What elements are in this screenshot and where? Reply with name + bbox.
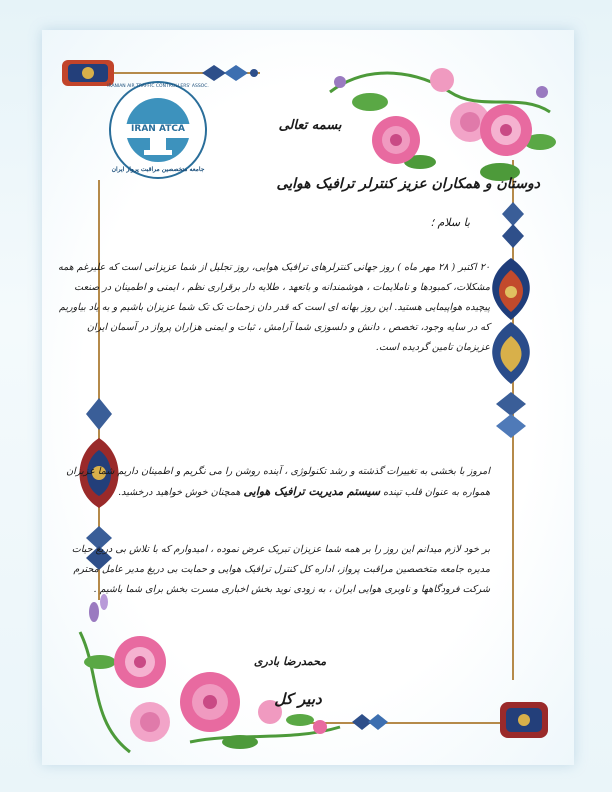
- paragraph-2: [58, 462, 490, 503]
- logo-bottom-text: جامعه متخصصین مراقبت پرواز ایران: [111, 166, 205, 173]
- border-ornament-left-small: [84, 396, 114, 432]
- rose-bouquet-bottom-left: [70, 592, 350, 762]
- paragraph-3: بر خود لازم میدانم این روز را بر همه شما عزیزان تبریک عرض نموده ، امیدوارم که با تلاش بی دریغ حیات مدیره جامعه متخصصین مراقبت پرواز، اداره کل کنترل ترافیک هوایی و حمایت بی دریغ مدیر عامل محترم شرکت فرودگاهها و ناوبری هوایی ایران ، به زودی نوید بخش اخباری مسرت بخش برای شما باشیم .: [71, 544, 490, 595]
- paragraph-1: ۲۰ اکتبر ( ۲۸ مهر ماه ) روز جهانی کنترلرهای ترافیک هوایی، روز تجلیل از شما عزیزانی است که علیرغم همه مشکلات، کمبودها و ناملایمات ، هوشمندانه و باتعهد ، طلایه دار برقراری نظم ، ایمنی و اطمینان در صنعت پیچیده هواپیمایی هستید. این روز بهانه ای است که قدر دان زحمات تک تک شما عزیزان باشیم و به یاد بیاوریم که در سایه وجود، تخصص ، دانش و دلسوزی شما آرامش ، ثبات و ایمنی هزاران پرواز در آسمان ایران عزیزمان تامین گردیده است.: [57, 262, 490, 353]
- bismillah: بسمه تعالی: [278, 118, 342, 133]
- letter-heading: دوستان و همکاران عزیز کنترلر ترافیک هوایی: [276, 176, 540, 192]
- paragraph-2-highlight: سیستم مدیریت ترافیک هوایی: [243, 485, 381, 498]
- signature-title: دبیر کل: [274, 690, 322, 708]
- border-ornament-top: [200, 62, 260, 84]
- paragraph-2-end: همچنان خوش خواهید درخشید.: [118, 487, 241, 498]
- signature-name: محمدرضا بادری: [253, 655, 327, 668]
- border-ornament-right-large: [482, 256, 540, 386]
- logo-center-text: IRAN ATCA: [131, 124, 185, 134]
- salutation: با سلام ؛: [430, 216, 470, 229]
- logo-ring-text: IRANIAN AIR TRAFFIC CONTROLLERS' ASSOC.: [107, 84, 209, 89]
- border-ornament-right-mid: [494, 390, 528, 440]
- border-ornament-right-top: [500, 200, 526, 250]
- corner-ornament-bottom-right: [498, 700, 550, 740]
- paragraph-2-start: امروز با بخشی به تغییرات گذشته و رشد تکنولوژی ، آینده روشن را می نگریم و اطمینان داریم شما عزیزان همواره به عنوان قلب تپنده: [66, 466, 490, 498]
- border-ornament-bottom: [350, 712, 390, 732]
